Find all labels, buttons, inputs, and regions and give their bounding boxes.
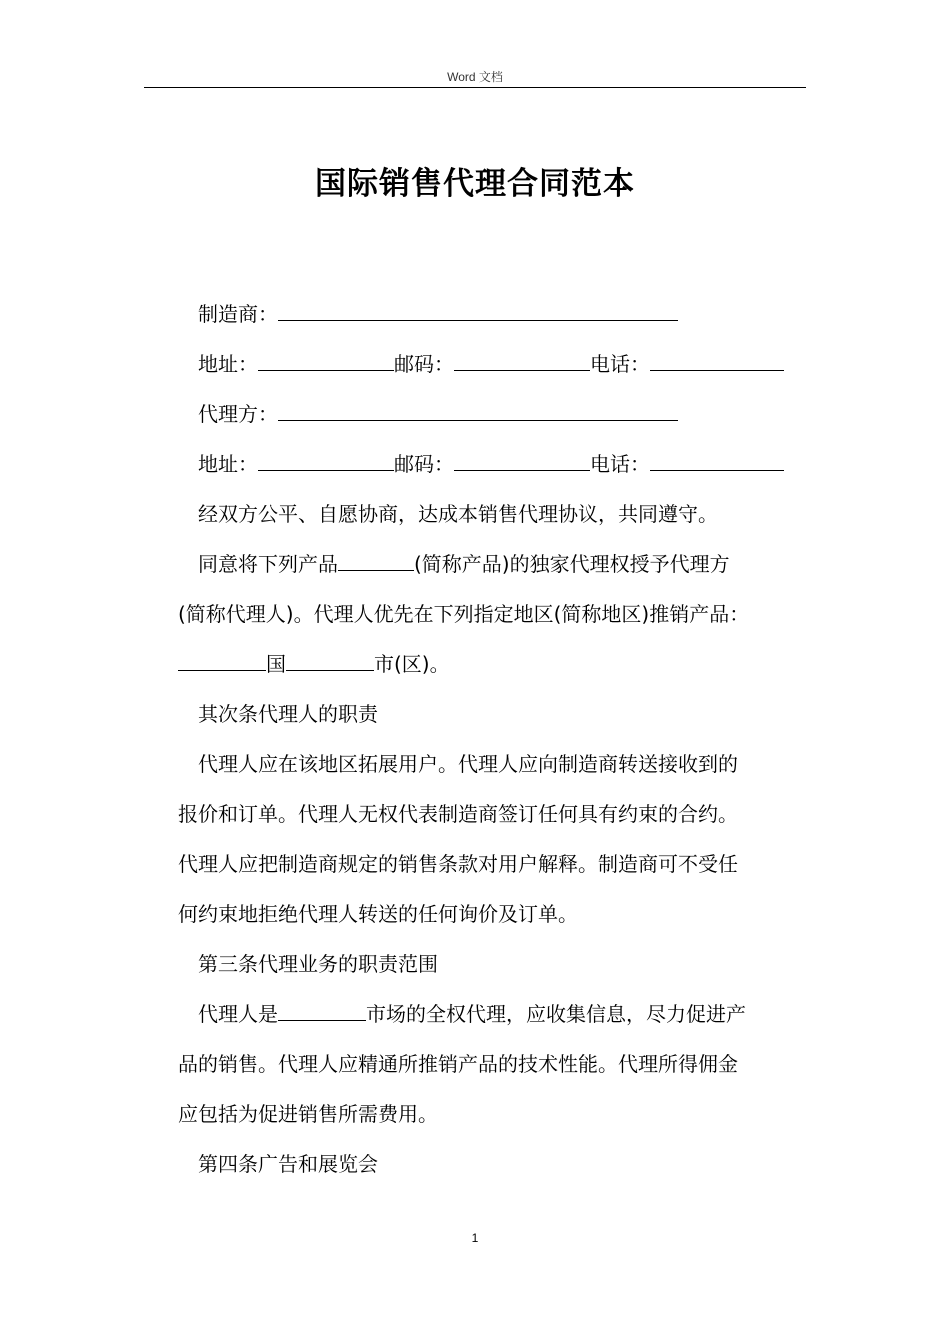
postcode-blank-2 [454,446,590,471]
agent-contact-line [178,439,808,489]
section-3-text-a: 代理人是 [198,1002,278,1026]
agent-blank [278,396,678,421]
address-label-2: 地址： [198,452,258,476]
paragraph-1-line-1 [178,539,808,589]
section-2-line-3: 代理人应把制造商规定的销售条款对用户解释。制造商可不受任 [178,852,738,876]
address-blank [258,346,394,371]
section-3-heading: 第三条代理业务的职责范围 [198,952,438,976]
section-2-line-4: 何约束地拒绝代理人转送的任何询价及订单。 [178,902,578,926]
postcode-label-2: 邮码： [394,452,454,476]
section-2-heading: 其次条代理人的职责 [198,702,378,726]
p1-text-b: (简称产品)的独家代理权授予代理方 [414,552,730,576]
page-number: 1 [471,1231,479,1245]
country-blank [178,646,266,671]
section-3-line-3: 应包括为促进销售所需费用。 [178,1102,438,1126]
section-4-heading: 第四条广告和展览会 [198,1152,378,1176]
phone-label: 电话： [590,352,650,376]
city-text: 市(区)。 [374,652,450,676]
section-2-line-1: 代理人应在该地区拓展用户。代理人应向制造商转送接收到的 [198,752,738,776]
country-text: 国 [266,652,286,676]
manufacturer-contact-line [178,339,808,389]
section-3-line-2: 品的销售。代理人应精通所推销产品的技术性能。代理所得佣金 [178,1052,738,1076]
phone-blank [650,346,784,371]
address-blank-2 [258,446,394,471]
page-header-label: Word 文档 [447,70,503,84]
market-blank [278,996,366,1021]
document-title: 国际销售代理合同范本 [315,166,635,202]
agent-label: 代理方： [198,402,278,426]
product-blank [338,546,414,571]
intro-paragraph: 经双方公平、自愿协商，达成本销售代理协议，共同遵守。 [198,502,718,526]
section-3-text-b: 市场的全权代理，应收集信息，尽力促进产 [366,1002,746,1026]
phone-blank-2 [650,446,784,471]
paragraph-1-line-3 [178,639,808,689]
city-blank [286,646,374,671]
header-rule [144,87,806,88]
section-2-line-2: 报价和订单。代理人无权代表制造商签订任何具有约束的合约。 [178,802,738,826]
p1-text-a: 同意将下列产品 [198,552,338,576]
manufacturer-blank [278,296,678,321]
postcode-blank [454,346,590,371]
manufacturer-label: 制造商： [198,302,278,326]
postcode-label: 邮码： [394,352,454,376]
section-3-line-1 [178,989,808,1039]
agent-line [178,389,808,439]
manufacturer-line [178,289,808,339]
paragraph-1-line-2: (简称代理人)。代理人优先在下列指定地区(简称地区)推销产品： [178,602,750,626]
address-label: 地址： [198,352,258,376]
document-body [178,289,808,1189]
phone-label-2: 电话： [590,452,650,476]
